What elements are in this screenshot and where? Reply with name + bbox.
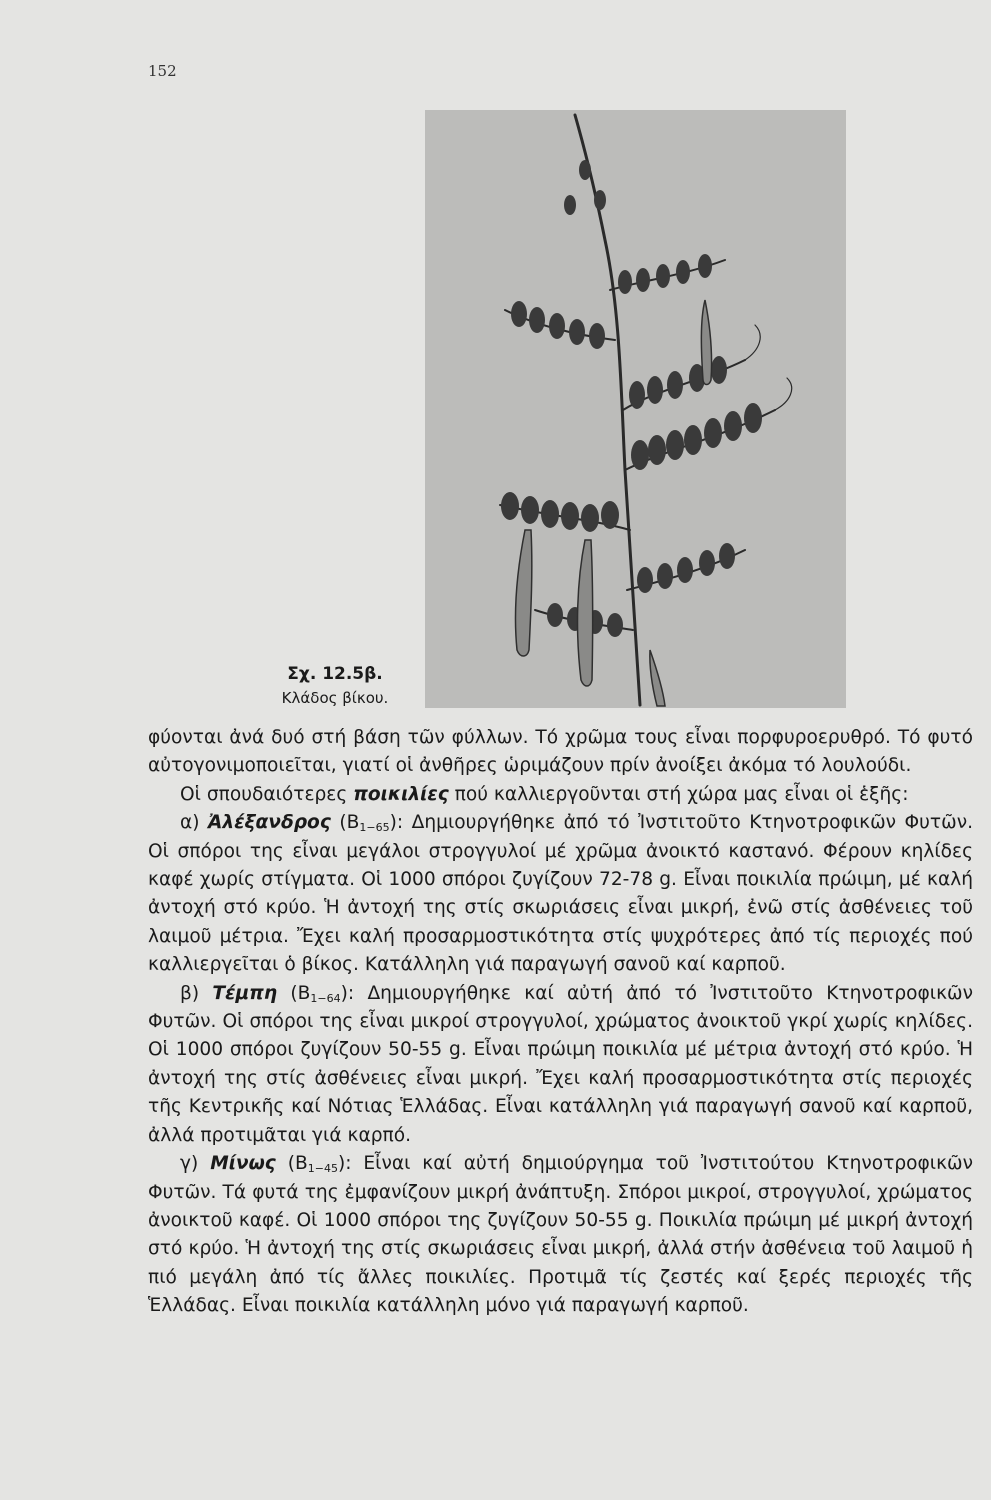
variety-name: Τέμπη <box>212 982 278 1004</box>
figure-number: Σχ. 12.5β. <box>287 664 383 684</box>
figure-title: Κλάδος βίκου. <box>281 689 389 707</box>
variety-name: Ἀλέξανδρος <box>208 812 331 834</box>
figure-caption <box>250 662 420 710</box>
vetch-branch-illustration <box>425 110 846 708</box>
variety-description: Δημιουργήθηκε ἀπό τό Ἰνστιτοῦτο Κτηνοτροφικῶν Φυτῶν. Οἱ σπόροι της εἶναι μεγάλοι στρογγυλοί μέ χρῶμα ἀνοικτό καστανό. Φέρουν κηλίδες καφέ χωρίς στίγματα. Οἱ 1000 σπόροι ζυγίζουν 72-78 g. Εἶναι ποικιλία πρώιμη, μέ καλή ἀντοχή στό κρύο. Ἡ ἀντοχή της στίς σκωριάσεις εἶναι μικρή, ἐνῶ στίς ἀσθένειες τοῦ λαιμοῦ μέτρια. Ἔχει καλή προσαρμοστικότητα στίς ψυχρότερες ἀπό τίς περιοχές πού καλλιεργεῖται ὁ βίκος. Κατάλληλη γιά παραγωγή σανοῦ καί καρποῦ. <box>148 812 973 976</box>
variety-description: Δημιουργήθηκε καί αὐτή ἀπό τό Ἰνστιτοῦτο Κτηνοτροφικῶν Φυτῶν. Οἱ σπόροι της εἶναι μικροί στρογγυλοί, χρώματος ἀνοικτοῦ γκρί χωρίς κηλίδες. Οἱ 1000 σπόροι ζυγίζουν 50-55 g. Εἶναι πρώιμη ποικιλία μέ μέτρια ἀντοχή στό κρύο. Ἡ ἀντοχή της στίς ἀσθένειες εἶναι μικρή. Ἔχει καλή προσαρμοστικότητα στίς περιοχές τῆς Κεντρικῆς καί Νότιας Ἑλλάδας. Εἶναι κατάλληλη γιά παραγωγή σανοῦ καί καρποῦ, ἀλλά προτιμᾶται γιά καρπό. <box>148 982 974 1146</box>
page-number: 152 <box>148 62 177 80</box>
variety-code-close: ): <box>389 812 404 834</box>
intro-emphasis: ποικιλίες <box>353 783 449 805</box>
variety-code-open: (Β <box>275 1153 308 1175</box>
variety-code-sub: 1−65 <box>359 821 390 835</box>
variety-code-sub: 1−45 <box>307 1162 338 1176</box>
variety-description: Εἶναι καί αὐτή δημιούργημα τοῦ Ἰνστιτούτου Κτηνοτροφικῶν Φυτῶν. Τά φυτά της ἐμφανίζουν μικρή ἀνάπτυξη. Σπόροι μικροί, στρογγυλοί, χρώματος ἀνοικτοῦ καφέ. Οἱ 1000 σπόροι της ζυγίζουν 50-55 g. Ποικιλία πρώιμη μέ μικρή ἀντοχή στό κρύο. Ἡ ἀντοχή της στίς σκωριάσεις εἶναι μικρή, ἀλλά στήν ἀσθένεια τοῦ λαιμοῦ ἡ πιό μεγάλη ἀπό τίς ἄλλες ποικιλίες. Προτιμᾶ τίς ζεστές καί ξερές περιοχές τῆς Ἑλλάδας. Εἶναι ποικιλία κατάλληλη μόνο γιά παραγωγή καρποῦ. <box>148 1153 973 1317</box>
variety-prefix: β) <box>180 982 213 1004</box>
variety-code-close: ): <box>340 982 355 1004</box>
variety-code-open: (Β <box>330 812 360 834</box>
intro-after: πού καλλιεργοῦνται στή χώρα μας εἶναι οἱ ἑξῆς: <box>448 783 909 805</box>
intro-paragraph <box>148 781 973 809</box>
variety-name: Μίνως <box>210 1153 276 1175</box>
variety-paragraph-alexandros <box>148 809 973 979</box>
variety-prefix: γ) <box>180 1153 211 1175</box>
body-text <box>148 724 973 1321</box>
variety-code-sub: 1−64 <box>310 991 341 1005</box>
variety-paragraph-minos <box>148 1150 973 1320</box>
variety-code-open: (Β <box>277 982 311 1004</box>
continuation-paragraph: φύονται ἀνά δυό στή βάση τῶν φύλλων. Τό χρῶμα τους εἶναι πορφυροερυθρό. Τό φυτό αὐτογονιμοποιεῖται, γιατί οἱ ἀνθῆρες ὡριμάζουν πρίν ἀνοίξει ἀκόμα τό λουλούδι. <box>148 727 973 777</box>
variety-prefix: α) <box>180 812 209 834</box>
variety-code-close: ): <box>337 1153 352 1175</box>
variety-paragraph-tempi <box>148 980 973 1150</box>
figure-plate <box>425 110 846 708</box>
intro-before: Οἱ σπουδαιότερες <box>180 783 354 805</box>
